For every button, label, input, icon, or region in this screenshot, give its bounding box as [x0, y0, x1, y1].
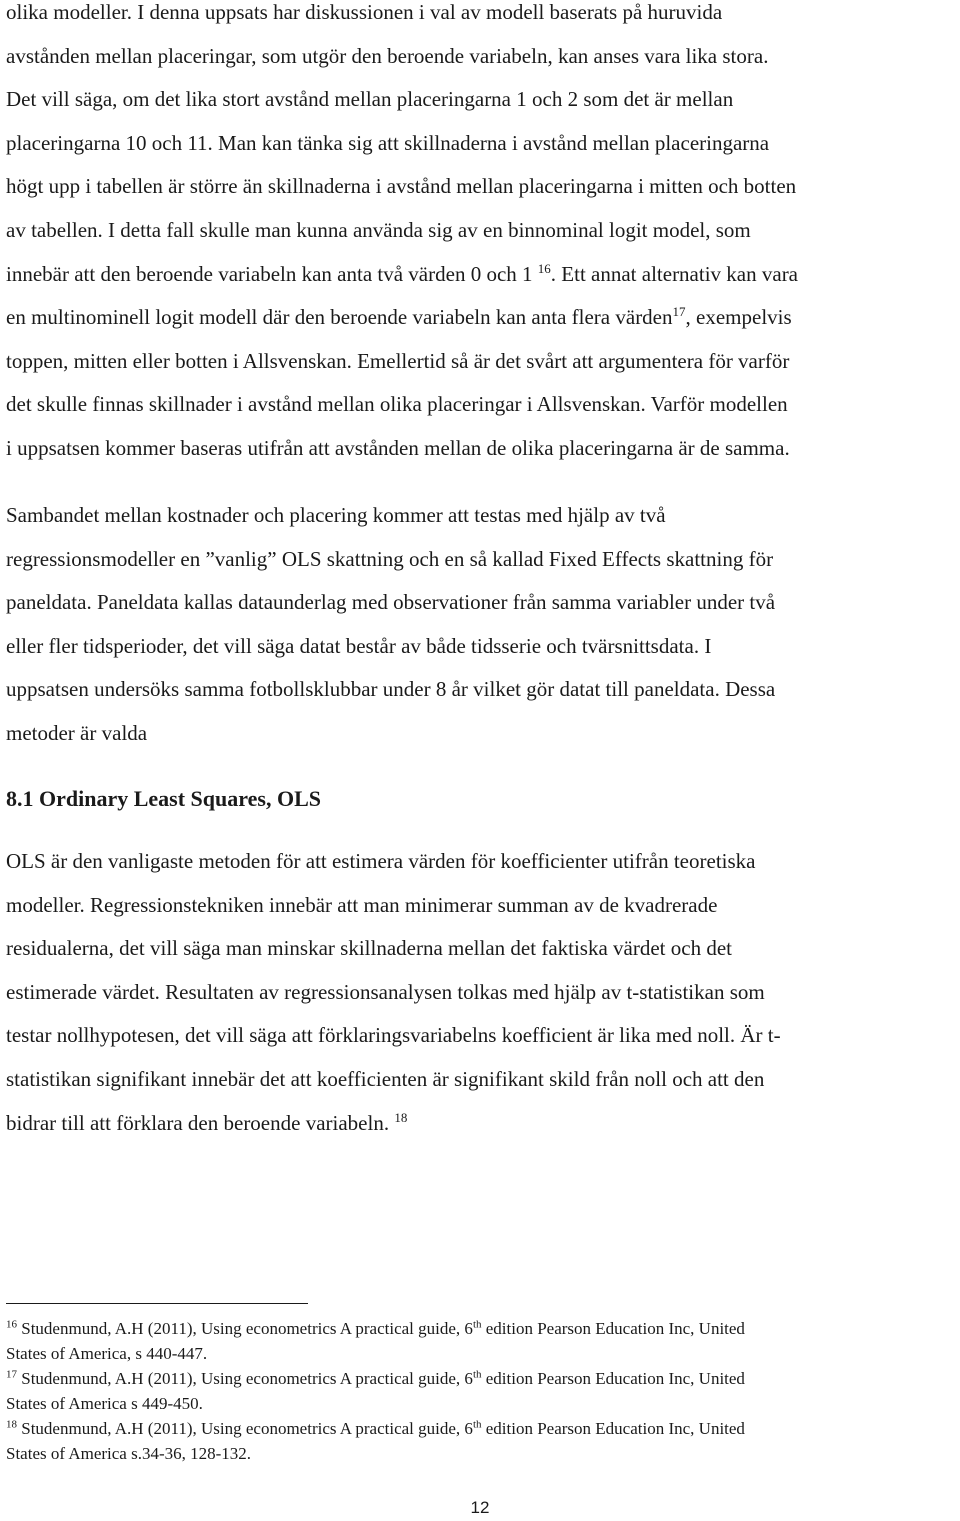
- text-line: residualerna, det vill säga man minskar skillnaderna mellan det faktiska värdet och det: [6, 936, 732, 961]
- text-line: testar nollhypotesen, det vill säga att förklaringsvariabelns koefficient är lika med noll. Är t-: [6, 1023, 781, 1048]
- text-line: [6, 1102, 954, 1146]
- footnote-18: [6, 1416, 954, 1466]
- ordinal-suffix: th: [472, 1418, 482, 1431]
- text-line: [6, 253, 954, 297]
- text-segment: . Ett annat alternativ kan vara: [550, 261, 799, 286]
- footnote-16: [6, 1316, 954, 1366]
- text-line: paneldata. Paneldata kallas dataunderlag med observationer från samma variabler under två: [6, 590, 776, 615]
- footnote-reference: 18: [394, 1109, 408, 1125]
- text-line: estimerade värdet. Resultaten av regressionsanalysen tolkas med hjälp av t-statistikan som: [6, 979, 765, 1004]
- body-paragraph-1: [6, 0, 954, 471]
- footnote-text: Studenmund, A.H (2011), Using econometrics A practical guide, 6: [17, 1419, 473, 1438]
- text-segment: en multinominell logit modell där den beroende variabeln kan anta flera värden: [6, 305, 673, 330]
- footnote-line: [6, 1416, 954, 1441]
- footnote-number: 16: [6, 1318, 17, 1331]
- text-line: metoder är valda: [6, 720, 148, 745]
- text-line: modeller. Regressionstekniken innebär att man minimerar summan av de kvadrerade: [6, 892, 718, 917]
- footnote-text: edition Pearson Education Inc, United: [481, 1369, 745, 1388]
- footnote-line: [6, 1366, 954, 1391]
- text-line: regressionsmodeller en ”vanlig” OLS skattning och en så kallad Fixed Effects skattning för: [6, 546, 774, 571]
- footnote-number: 17: [6, 1368, 17, 1381]
- text-line: eller fler tidsperioder, det vill säga datat består av både tidsserie och tvärsnittsdata. I: [6, 633, 712, 658]
- text-line: det skulle finnas skillnader i avstånd mellan olika placeringar i Allsvenskan. Varför modellen: [6, 392, 788, 417]
- body-paragraph-3: [6, 840, 954, 1145]
- text-line: uppsatsen undersöks samma fotbollsklubbar under 8 år vilket gör datat till paneldata. Dessa: [6, 677, 776, 702]
- text-line: i uppsatsen kommer baseras utifrån att avstånden mellan de olika placeringarna är de samma.: [6, 435, 790, 460]
- footnote-reference: 17: [672, 304, 686, 320]
- body-paragraph-2: [6, 494, 954, 756]
- text-line: OLS är den vanligaste metoden för att estimera värden för koefficienter utifrån teoretiska: [6, 849, 756, 873]
- page-number: 12: [470, 1498, 490, 1517]
- text-line: statistikan signifikant innebär det att koefficienten är signifikant skild från noll och att den: [6, 1066, 765, 1091]
- footnotes: [6, 1316, 954, 1466]
- footnote-line: States of America, s 440-447.: [6, 1344, 208, 1363]
- footnote-separator: [6, 1303, 308, 1304]
- text-line: av tabellen. I detta fall skulle man kunna använda sig av en binnominal logit model, som: [6, 217, 751, 242]
- text-line: högt upp i tabellen är större än skillnaderna i avstånd mellan placeringarna i mitten och botten: [6, 174, 797, 199]
- footnote-line: [6, 1316, 954, 1341]
- text-line: placeringarna 10 och 11. Man kan tänka sig att skillnaderna i avstånd mellan placeringarna: [6, 130, 770, 155]
- text-line: [6, 296, 954, 340]
- footnote-number: 18: [6, 1418, 17, 1431]
- text-segment: , exempelvis: [685, 305, 792, 330]
- text-line: olika modeller. I denna uppsats har diskussionen i val av modell baserats på huruvida: [6, 0, 723, 24]
- footnote-17: [6, 1366, 954, 1416]
- text-line: toppen, mitten eller botten i Allsvenskan. Emellertid så är det svårt att argumentera för varför: [6, 348, 790, 373]
- footnote-text: Studenmund, A.H (2011), Using econometrics A practical guide, 6: [17, 1369, 473, 1388]
- footnote-text: edition Pearson Education Inc, United: [481, 1419, 745, 1438]
- text-line: avstånden mellan placeringar, som utgör den beroende variabeln, kan anses vara lika stora.: [6, 43, 769, 68]
- ordinal-suffix: th: [472, 1368, 482, 1381]
- footnote-text: Studenmund, A.H (2011), Using econometrics A practical guide, 6: [17, 1319, 473, 1338]
- footnote-line: States of America s 449-450.: [6, 1394, 203, 1413]
- footnote-text: edition Pearson Education Inc, United: [481, 1319, 745, 1338]
- text-line: Sambandet mellan kostnader och placering kommer att testas med hjälp av två: [6, 503, 666, 527]
- section-heading: 8.1 Ordinary Least Squares, OLS: [6, 786, 321, 811]
- ordinal-suffix: th: [472, 1318, 482, 1331]
- footnote-line: States of America s.34-36, 128-132.: [6, 1444, 252, 1463]
- footnote-reference: 16: [537, 260, 551, 276]
- text-segment: bidrar till att förklara den beroende variabeln.: [6, 1110, 390, 1135]
- text-line: Det vill säga, om det lika stort avstånd mellan placeringarna 1 och 2 som det är mellan: [6, 87, 734, 112]
- text-segment: innebär att den beroende variabeln kan anta två värden 0 och 1: [6, 261, 533, 286]
